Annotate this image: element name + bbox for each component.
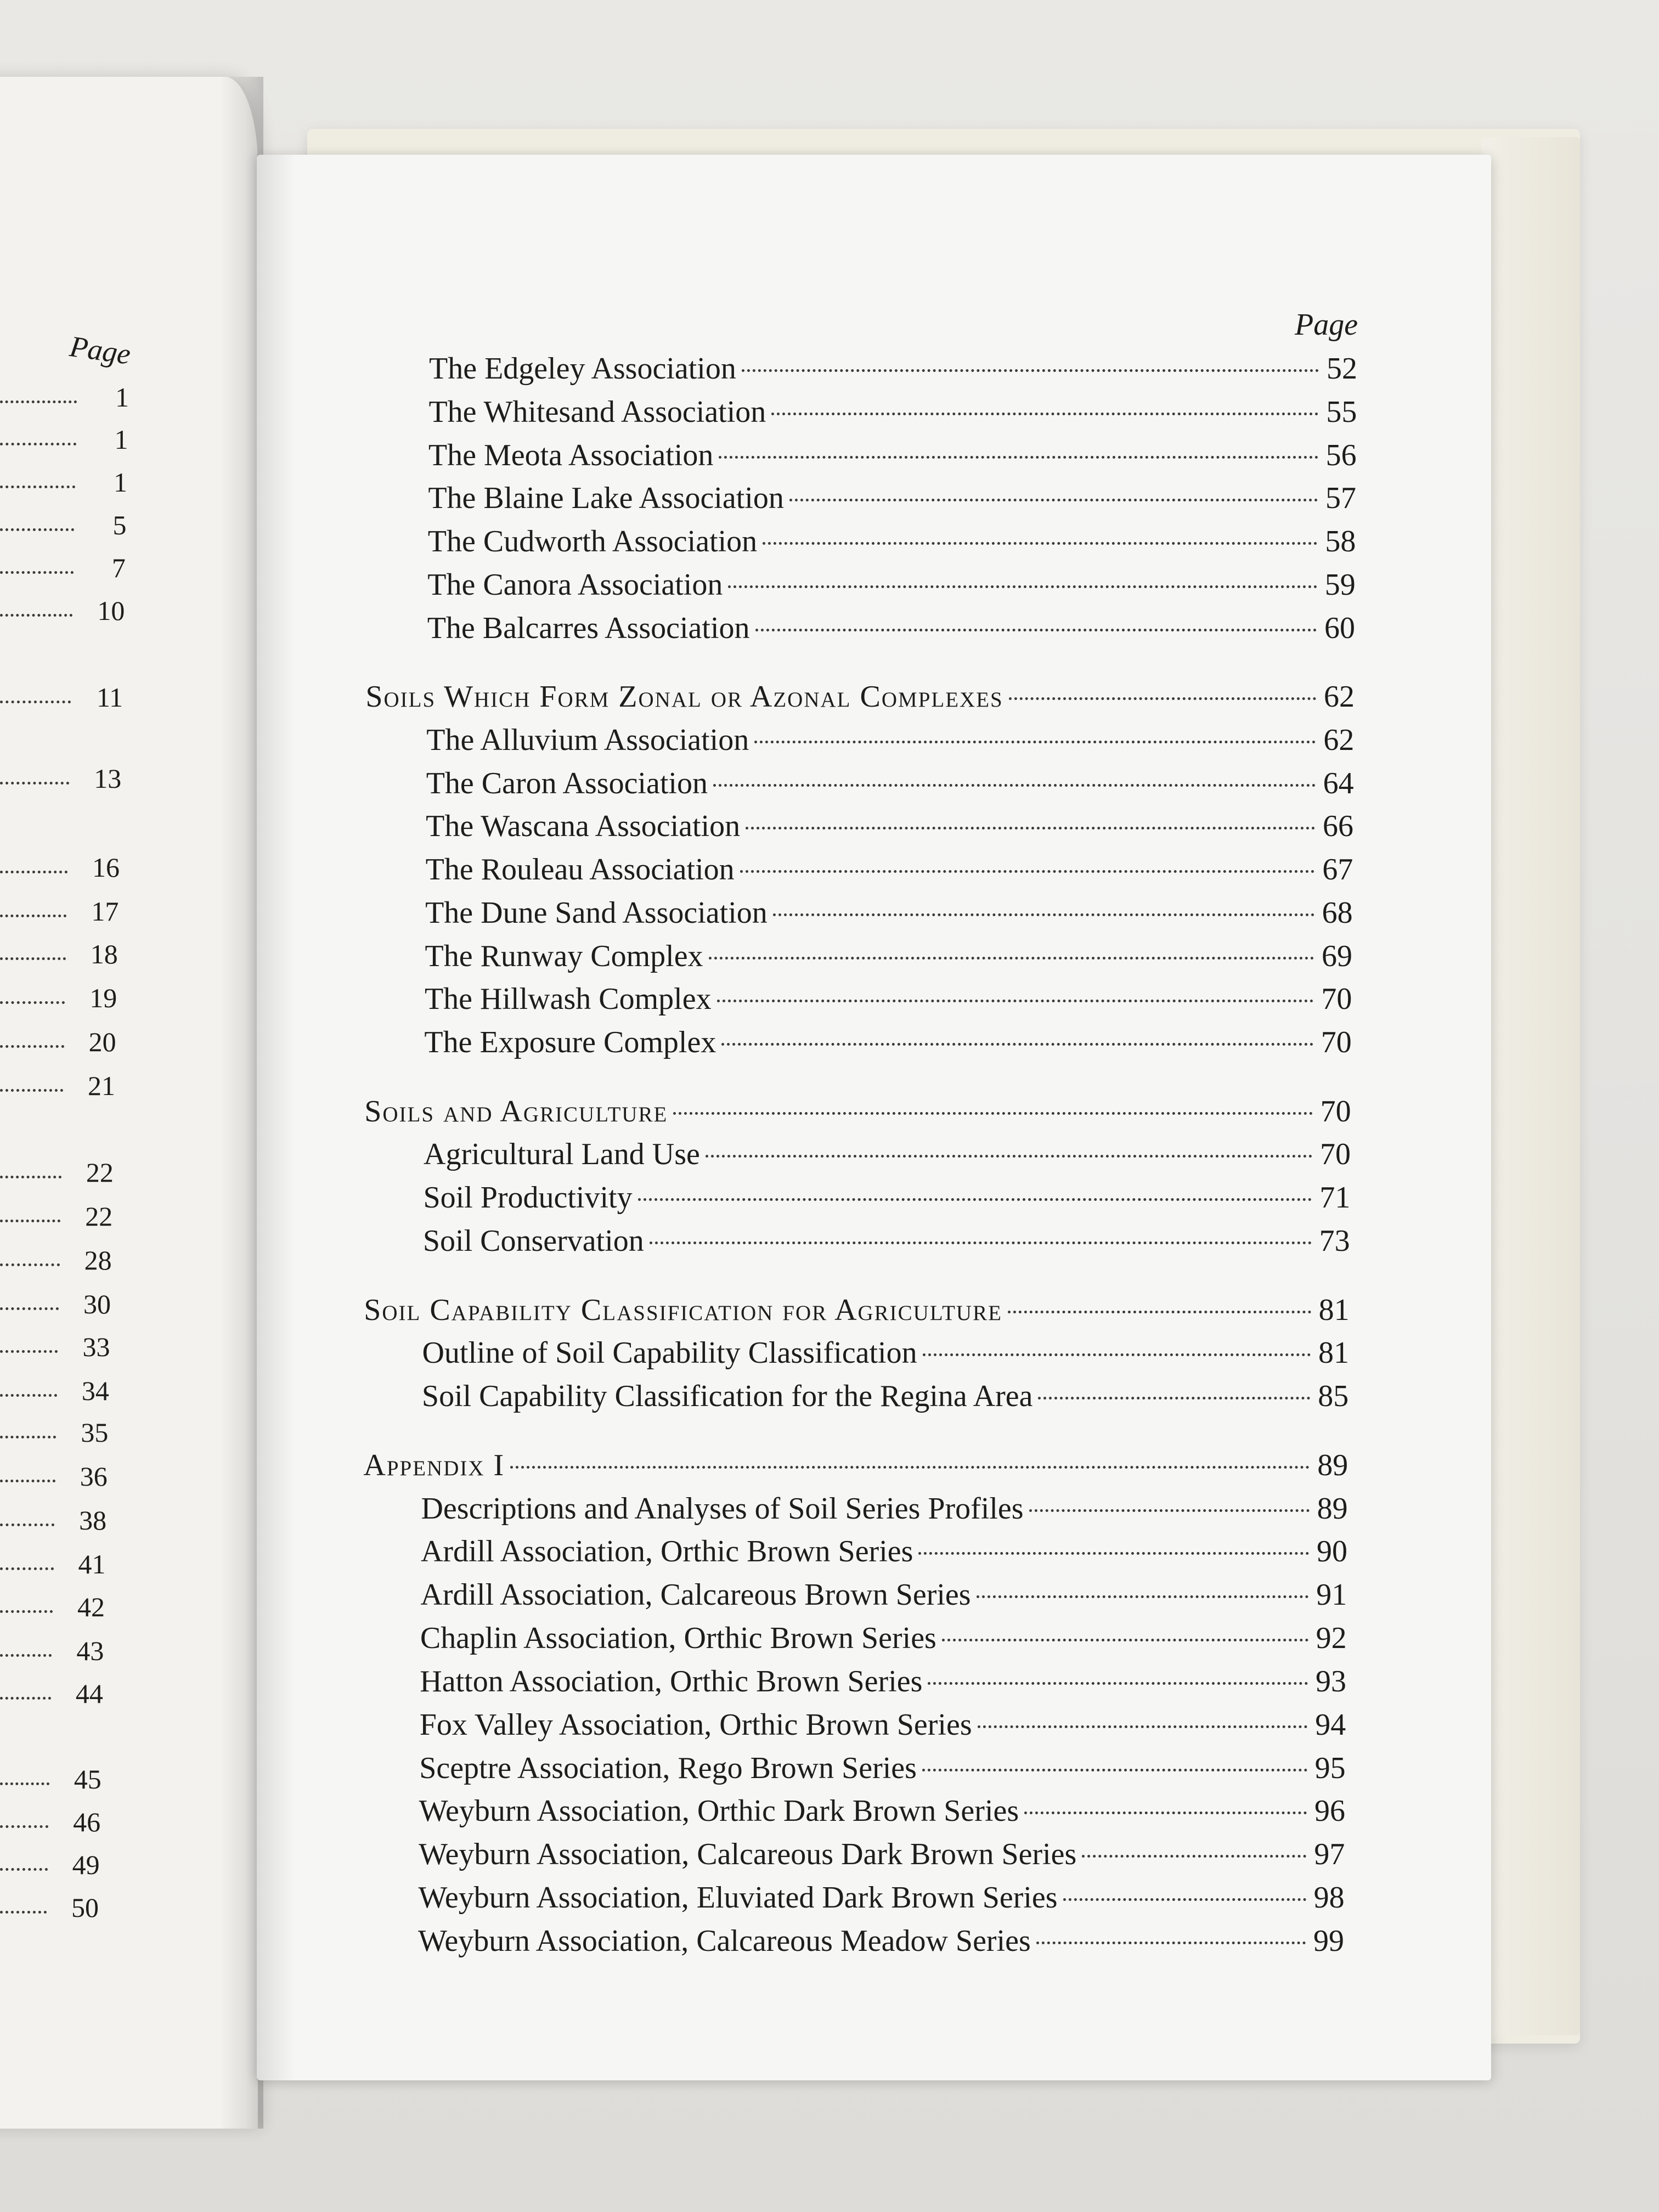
leader-dots — [0, 400, 77, 403]
leader-dots — [763, 542, 1317, 545]
left-toc-entry — [0, 895, 263, 928]
toc-entry-page: 81 — [1318, 1293, 1350, 1327]
toc-entry-title: The Rouleau Association — [425, 853, 735, 887]
leader-dots — [918, 1552, 1309, 1555]
left-toc-page: 22 — [86, 1157, 114, 1188]
left-toc-page: 18 — [90, 939, 118, 969]
leader-dots — [706, 1155, 1312, 1158]
leader-dots — [709, 957, 1314, 960]
toc-entry-page: 59 — [1324, 568, 1356, 602]
left-toc-page: 1 — [115, 382, 129, 413]
toc-entry-page: 93 — [1315, 1664, 1346, 1699]
toc-entry-title: The Balcarres Association — [427, 611, 750, 645]
toc-entry — [426, 807, 1353, 845]
left-toc-page: 1 — [114, 467, 127, 498]
leader-dots — [0, 486, 75, 488]
toc-entry-page: 81 — [1318, 1336, 1349, 1370]
toc-entry — [427, 566, 1355, 604]
leader-dots — [0, 1825, 48, 1828]
left-page-header: Page — [67, 329, 133, 371]
leader-dots — [0, 1610, 53, 1613]
toc-entry-page: 70 — [1320, 1137, 1351, 1171]
left-toc-entry — [0, 982, 263, 1015]
leader-dots — [0, 1868, 48, 1871]
toc-entry — [424, 1135, 1351, 1173]
toc-entry-page: 85 — [1318, 1379, 1349, 1413]
toc-entry-title: Weyburn Association, Calcareous Meadow Series — [418, 1924, 1031, 1958]
left-toc-page: 41 — [78, 1549, 106, 1579]
toc-entry — [426, 721, 1354, 759]
toc-entry-title: The Dune Sand Association — [425, 896, 768, 930]
leader-dots — [923, 1353, 1311, 1356]
leader-dots — [0, 1523, 54, 1526]
toc-entry-title: The Runway Complex — [425, 939, 703, 973]
leader-dots — [0, 1176, 61, 1178]
toc-entry-title: Fox Valley Association, Orthic Brown Series — [419, 1708, 972, 1742]
leader-dots — [0, 1220, 60, 1222]
left-toc-page: 13 — [94, 763, 122, 794]
leader-dots — [773, 913, 1314, 916]
leader-dots — [0, 1911, 47, 1914]
leader-dots — [742, 369, 1319, 372]
toc-entry — [428, 393, 1357, 431]
left-toc-entry — [0, 1678, 263, 1711]
left-toc-page: 11 — [97, 682, 123, 713]
leader-dots — [510, 1466, 1310, 1469]
leader-dots — [755, 629, 1317, 631]
leader-dots — [1038, 1397, 1310, 1400]
toc-entry-title: Soil Capability Classification for the Regina Area — [421, 1379, 1033, 1413]
left-toc-page: 38 — [79, 1505, 107, 1536]
left-toc-entry — [0, 1026, 263, 1059]
toc-entry-page: 92 — [1316, 1621, 1347, 1655]
leader-dots — [0, 915, 66, 917]
toc-entry — [419, 1792, 1345, 1830]
leader-dots — [0, 1782, 49, 1785]
page-stack-edge — [1481, 137, 1580, 2035]
toc-entry — [418, 1922, 1344, 1960]
toc-entry-page: 60 — [1324, 611, 1356, 645]
toc-entry-title: Outline of Soil Capability Classification — [422, 1336, 917, 1370]
left-toc-entry — [0, 763, 263, 795]
leader-dots — [650, 1242, 1312, 1244]
left-toc-page: 28 — [84, 1245, 112, 1276]
left-toc-page: 44 — [75, 1678, 103, 1709]
toc-entry-title: The Caron Association — [426, 766, 708, 800]
left-toc-page: 45 — [74, 1764, 101, 1795]
toc-entry-page: 89 — [1317, 1448, 1348, 1482]
toc-entry-page: 91 — [1316, 1578, 1347, 1612]
toc-entry — [420, 1576, 1347, 1614]
left-toc-entry — [0, 1849, 263, 1882]
toc-entry-title: The Alluvium Association — [426, 723, 749, 757]
toc-section-entry — [364, 1291, 1349, 1329]
toc-entry — [425, 894, 1353, 932]
left-toc-page: 10 — [97, 595, 125, 626]
leader-dots — [0, 782, 69, 785]
toc-entry-title: Soil Conservation — [422, 1224, 644, 1258]
left-toc-entry — [0, 1504, 263, 1537]
toc-entry — [420, 1706, 1346, 1744]
toc-entry-title: Ardill Association, Calcareous Brown Series — [420, 1578, 971, 1612]
toc-entry — [420, 1619, 1347, 1657]
left-toc-entry — [0, 1200, 263, 1233]
leader-dots — [978, 1725, 1308, 1728]
leader-dots — [1029, 1509, 1310, 1512]
toc-entry-title: The Exposure Complex — [424, 1025, 716, 1059]
left-toc-entry — [0, 381, 263, 414]
toc-entry — [422, 1377, 1348, 1415]
left-toc-entry — [0, 1331, 263, 1364]
left-toc-entry — [0, 681, 263, 714]
toc-entry-title: Weyburn Association, Calcareous Dark Brown Series — [419, 1837, 1077, 1871]
toc-section-entry — [363, 1446, 1348, 1485]
toc-entry-page: 52 — [1327, 352, 1357, 386]
toc-section-entry — [365, 678, 1355, 716]
leader-dots — [717, 1000, 1314, 1002]
toc-entry-title: The Cudworth Association — [427, 524, 758, 558]
left-toc-page: 30 — [83, 1289, 111, 1319]
leader-dots — [721, 1043, 1313, 1046]
toc-entry — [419, 1749, 1345, 1787]
toc-entry-title: Soils and Agriculture — [364, 1094, 668, 1128]
left-toc-page: 5 — [112, 510, 127, 540]
leader-dots — [1024, 1812, 1307, 1814]
left-toc-page: 49 — [72, 1849, 100, 1880]
leader-dots — [0, 871, 67, 873]
left-toc-page: 21 — [88, 1070, 115, 1101]
toc-entry-title: Weyburn Association, Orthic Dark Brown Series — [419, 1794, 1019, 1828]
toc-entry-title: The Blaine Lake Association — [428, 481, 784, 515]
left-toc-page: 43 — [76, 1635, 104, 1666]
toc-entry-title: The Whitesand Association — [428, 395, 766, 429]
leader-dots — [1036, 1942, 1306, 1944]
toc-entry-page: 67 — [1322, 853, 1353, 887]
left-toc-entry — [0, 1806, 263, 1839]
left-toc-page: 1 — [114, 424, 128, 455]
toc-entry-page: 90 — [1316, 1534, 1347, 1568]
toc-entry-page: 70 — [1320, 1094, 1351, 1128]
toc-entry-title: The Canora Association — [427, 568, 723, 602]
toc-entry-title: Descriptions and Analyses of Soil Series Profiles — [421, 1492, 1024, 1526]
left-toc-page: 33 — [82, 1331, 110, 1362]
leader-dots — [746, 827, 1315, 830]
leader-dots — [0, 1001, 65, 1004]
leader-dots — [0, 1263, 60, 1266]
left-toc-page: 17 — [91, 896, 119, 927]
toc-entry-title: Chaplin Association, Orthic Brown Series — [420, 1621, 936, 1655]
toc-entry — [428, 522, 1356, 561]
toc-section-entry — [364, 1092, 1351, 1131]
left-toc-page: 7 — [111, 552, 126, 583]
toc-entry — [419, 1835, 1345, 1874]
leader-dots — [771, 413, 1318, 415]
leader-dots — [0, 1567, 54, 1570]
leader-dots — [0, 1394, 57, 1397]
toc-entry-page: 89 — [1317, 1492, 1348, 1526]
toc-entry-title: Soils Which Form Zonal or Azonal Complexes — [365, 680, 1003, 714]
toc-entry-page: 68 — [1322, 896, 1353, 930]
right-page-gutter-shadow — [257, 155, 295, 2080]
left-toc-page: 50 — [71, 1892, 99, 1923]
toc-entry-title: The Edgeley Association — [429, 352, 736, 386]
leader-dots — [673, 1112, 1312, 1115]
toc-entry-title: The Meota Association — [428, 438, 714, 472]
toc-entry — [420, 1662, 1346, 1701]
leader-dots — [740, 870, 1315, 873]
leader-dots — [789, 499, 1318, 501]
leader-dots — [0, 571, 74, 574]
leader-dots — [719, 456, 1318, 459]
leader-dots — [0, 1307, 59, 1310]
leader-dots — [638, 1198, 1312, 1201]
toc-entry-title: Weyburn Association, Eluviated Dark Brown Series — [418, 1881, 1058, 1915]
toc-entry-title: Soil Capability Classification for Agriculture — [364, 1293, 1002, 1327]
left-toc-entry — [0, 1288, 263, 1321]
left-toc-entry — [0, 1156, 263, 1189]
left-toc-page: 35 — [81, 1417, 109, 1448]
left-toc-entry — [0, 1070, 263, 1103]
leader-dots — [977, 1595, 1309, 1598]
left-toc-entry — [0, 1375, 263, 1408]
left-toc-entry — [0, 424, 263, 456]
toc-entry-page: 57 — [1325, 481, 1356, 515]
toc-entry-title: Ardill Association, Orthic Brown Series — [420, 1534, 913, 1568]
left-toc-page: 22 — [85, 1201, 113, 1232]
left-toc-entry — [0, 595, 263, 628]
left-toc-page: 36 — [80, 1461, 108, 1492]
left-toc-entry — [0, 851, 263, 884]
left-toc-entry — [0, 1244, 263, 1277]
toc-entry-page: 94 — [1315, 1708, 1346, 1742]
left-toc-entry — [0, 1548, 263, 1581]
leader-dots — [0, 1697, 51, 1700]
leader-dots — [928, 1682, 1308, 1685]
toc-entry — [429, 349, 1357, 388]
leader-dots — [754, 741, 1316, 743]
toc-entry-page: 73 — [1319, 1224, 1350, 1258]
toc-entry-page: 56 — [1325, 438, 1357, 472]
toc-entry-page: 71 — [1319, 1181, 1351, 1215]
toc-entry-page: 69 — [1322, 939, 1353, 973]
toc-entry — [421, 1489, 1347, 1528]
toc-entry — [423, 1178, 1350, 1217]
toc-entry — [425, 937, 1353, 975]
left-toc-page: 34 — [81, 1375, 109, 1406]
left-toc-entry — [0, 1763, 263, 1796]
toc-entry-page: 70 — [1321, 982, 1352, 1016]
toc-entry — [426, 764, 1354, 803]
toc-entry — [422, 1334, 1348, 1372]
toc-entry — [426, 850, 1353, 889]
toc-entry-page: 98 — [1313, 1881, 1345, 1915]
leader-dots — [0, 1654, 52, 1657]
leader-dots — [1082, 1855, 1306, 1858]
toc-entry-page: 58 — [1325, 524, 1356, 558]
leader-dots — [942, 1639, 1308, 1641]
left-toc-entry — [0, 1591, 263, 1624]
toc-entry-title: The Hillwash Complex — [424, 982, 712, 1016]
toc-entry-title: The Wascana Association — [426, 809, 741, 843]
left-toc-entry — [0, 1635, 263, 1668]
toc-entry-page: 97 — [1314, 1837, 1345, 1871]
leader-dots — [0, 443, 76, 445]
leader-dots — [0, 528, 74, 531]
left-toc-entry — [0, 938, 263, 971]
toc-entry-page: 62 — [1323, 723, 1355, 757]
leader-dots — [1008, 1311, 1311, 1313]
left-toc-page: 19 — [89, 983, 117, 1013]
left-toc-entry — [0, 509, 263, 542]
toc-entry-page: 55 — [1326, 395, 1357, 429]
leader-dots — [922, 1769, 1307, 1771]
toc-entry-page: 70 — [1321, 1025, 1352, 1059]
toc-entry-page: 64 — [1323, 766, 1354, 800]
leader-dots — [0, 701, 71, 703]
toc-entry-page: 95 — [1314, 1751, 1346, 1785]
toc-entry — [419, 1878, 1345, 1917]
leader-dots — [0, 1436, 56, 1438]
leader-dots — [0, 1089, 63, 1092]
left-toc-page: 46 — [73, 1807, 101, 1837]
toc-entry-page: 62 — [1323, 680, 1355, 714]
left-toc-entry — [0, 1460, 263, 1493]
leader-dots — [728, 585, 1317, 588]
leader-dots — [0, 1480, 55, 1482]
toc-entry-title: Agricultural Land Use — [424, 1137, 700, 1171]
toc-entry-page: 99 — [1313, 1924, 1344, 1958]
toc-entry — [424, 1023, 1351, 1062]
toc-entry-page: 66 — [1323, 809, 1353, 843]
left-toc-entry — [0, 1417, 263, 1449]
left-toc-entry — [0, 552, 263, 585]
toc-entry-title: Hatton Association, Orthic Brown Series — [420, 1664, 923, 1699]
page-column-heading: Page — [1295, 308, 1358, 342]
leader-dots — [0, 614, 72, 617]
toc-entry-title: Soil Productivity — [423, 1181, 633, 1215]
toc-entry-page: 96 — [1314, 1794, 1345, 1828]
leader-dots — [1063, 1898, 1306, 1901]
leader-dots — [0, 1350, 58, 1353]
toc-entry — [428, 479, 1356, 517]
toc-entry — [428, 436, 1357, 475]
toc-entry — [423, 1222, 1350, 1260]
leader-dots — [1009, 697, 1316, 700]
left-toc-page: 16 — [92, 852, 120, 883]
leader-dots — [713, 784, 1316, 787]
toc-entry-title: Appendix I — [363, 1448, 505, 1482]
left-toc-entry — [0, 1892, 263, 1925]
toc-entry — [425, 980, 1352, 1018]
leader-dots — [0, 957, 66, 960]
toc-entry — [421, 1532, 1347, 1571]
left-toc-entry — [0, 466, 263, 499]
toc-entry — [427, 609, 1355, 647]
leader-dots — [0, 1045, 64, 1048]
left-toc-page: 42 — [77, 1592, 105, 1622]
left-toc-page: 20 — [88, 1026, 116, 1057]
toc-entry-title: Sceptre Association, Rego Brown Series — [419, 1751, 917, 1785]
